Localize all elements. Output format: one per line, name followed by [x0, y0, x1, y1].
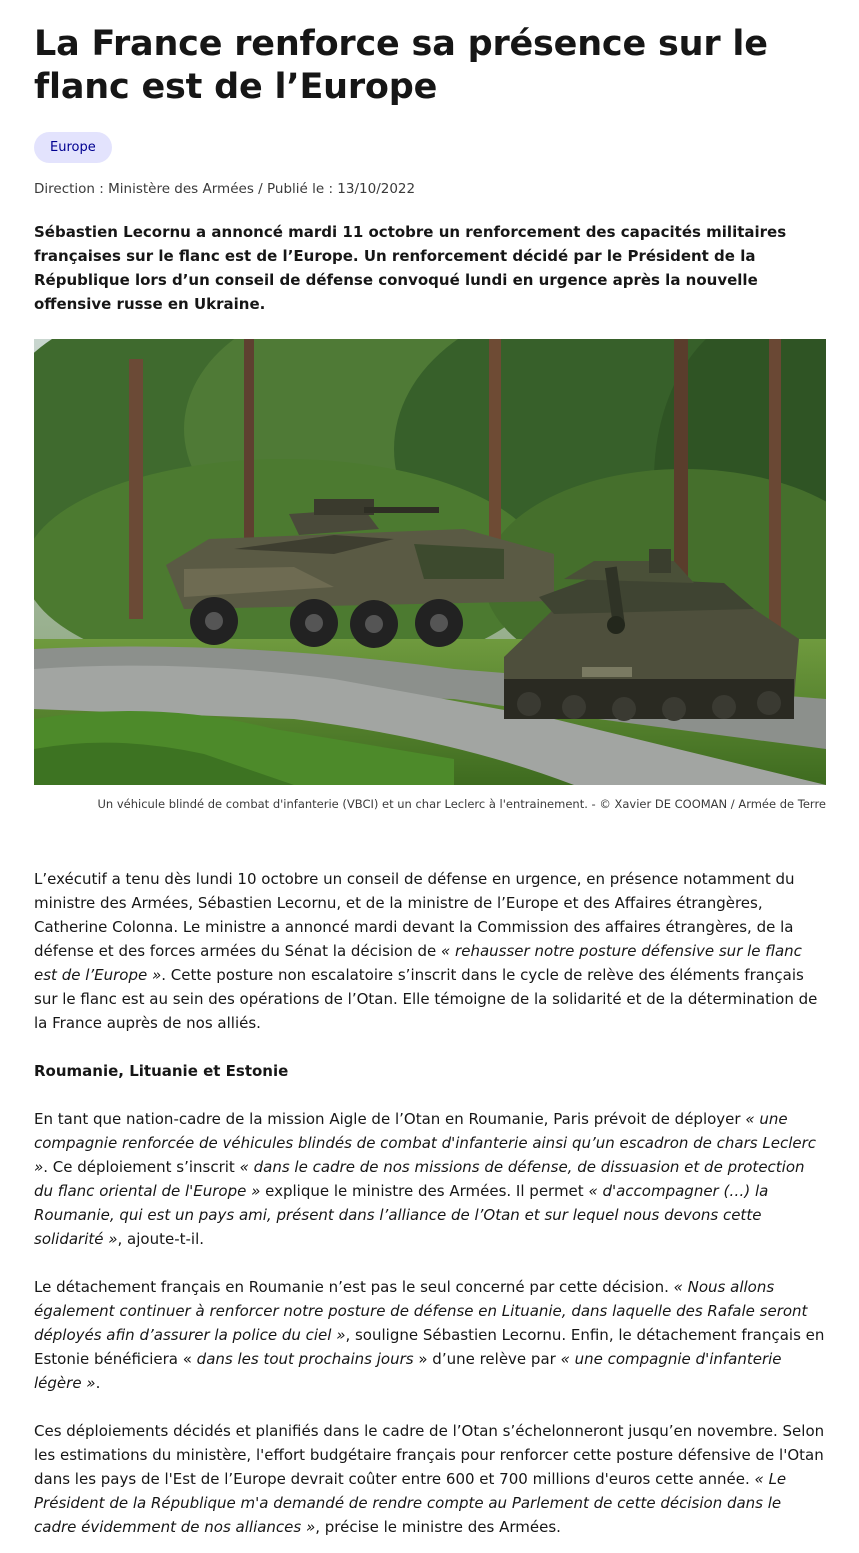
subheading: Roumanie, Lituanie et Estonie [34, 1062, 289, 1080]
paragraph-2 [34, 1107, 826, 1251]
photo-caption: Un véhicule blindé de combat d'infanterie (VBCI) et un char Leclerc à l'entrainement. - © Xavier DE COOMAN / Armée de Terre [97, 797, 826, 811]
p4-text-a: Ces déploiements décidés et planifiés dans le cadre de l’Otan s’échelonneront jusqu’en novembre. Selon les estimations du ministère, l'effort budgétaire français pour renforcer cette posture défensive de l'Otan dans les pays de l'Est de l’Europe devrait coûter entre 600 et 700 millions d'euros cette année. [34, 1422, 825, 1488]
p3-text-d: . [95, 1374, 101, 1392]
p1-text-a: L’exécutif a tenu dès lundi 10 octobre un conseil de défense en urgence, en présence notamment du ministre des Armées, Sébastien Lecornu, et de la ministre de l’Europe et des Affaires étrangères, Catherine Colonna. Le ministre a annoncé mardi devant la Commission des affaires étrangères, de la défense et des forces armées du Sénat la décision de [34, 870, 795, 960]
p2-text-a: En tant que nation-cadre de la mission Aigle de l’Otan en Roumanie, Paris prévoit de déployer [34, 1110, 746, 1128]
p3-quote-1: « Nous allons également continuer à renforcer notre posture de défense en Lituanie, dans laquelle des Rafale seront déployés afin d’assurer la police du ciel » [34, 1278, 808, 1344]
p4-quote-1: « Le Président de la République m'a demandé de rendre compte au Parlement de cette décision dans le cadre évidemment de nos alliances » [34, 1470, 787, 1536]
article-title: La France renforce sa présence sur le flanc est de l’Europe [34, 24, 768, 107]
p2-text-d: , ajoute-t-il. [117, 1230, 205, 1248]
p2-text-b: . Ce déploiement s’inscrit [43, 1158, 240, 1176]
p3-text-b: , souligne Sébastien Lecornu. Enfin, le détachement français en Estonie bénéficiera « [34, 1326, 825, 1368]
p3-quote-2: dans les tout prochains jours [196, 1350, 414, 1368]
paragraph-3 [34, 1275, 826, 1395]
article-photo [34, 339, 826, 785]
p3-text-c: » d’une relève par [413, 1350, 561, 1368]
p4-text-b: , précise le ministre des Armées. [315, 1518, 561, 1536]
article-meta: Direction : Ministère des Armées / Publié le : 13/10/2022 [34, 181, 416, 197]
p2-quote-3: « d'accompagner (…) la Roumanie, qui est un pays ami, présent dans l’alliance de l’Otan et sur lequel nous devons cette solidarité » [34, 1182, 769, 1248]
p3-quote-3: « une compagnie d'infanterie légère » [34, 1350, 782, 1392]
p1-quote-1: « rehausser notre posture défensive sur le flanc est de l’Europe » [34, 942, 802, 984]
tag-row [34, 132, 825, 164]
p2-text-c: explique le ministre des Armées. Il permet [260, 1182, 589, 1200]
p3-text-a: Le détachement français en Roumanie n’est pas le seul concerné par cette décision. [34, 1278, 674, 1296]
paragraph-1 [34, 867, 826, 1035]
p2-quote-2: « dans le cadre de nos missions de défense, de dissuasion et de protection du flanc oriental de l'Europe » [34, 1158, 805, 1200]
p2-quote-1: « une compagnie renforcée de véhicules blindés de combat d'infanterie ainsi qu’un escadron de chars Leclerc » [34, 1110, 816, 1176]
paragraph-4 [34, 1419, 826, 1539]
tag-europe[interactable]: Europe [34, 132, 112, 163]
p1-text-b: . Cette posture non escalatoire s’inscrit dans le cycle de relève des éléments français sur le flanc est au sein des opérations de l’Otan. Elle témoigne de la solidarité et de la détermination de la France auprès de nos alliés. [34, 966, 818, 1032]
article-lead: Sébastien Lecornu a annoncé mardi 11 octobre un renforcement des capacités militaires françaises sur le flanc est de l’Europe. Un renforcement décidé par le Président de la République lors d’un conseil de défense convoqué lundi en urgence après la nouvelle offensive russe en Ukraine. [34, 223, 787, 313]
article-figure [34, 339, 826, 813]
article-body [34, 867, 826, 1539]
